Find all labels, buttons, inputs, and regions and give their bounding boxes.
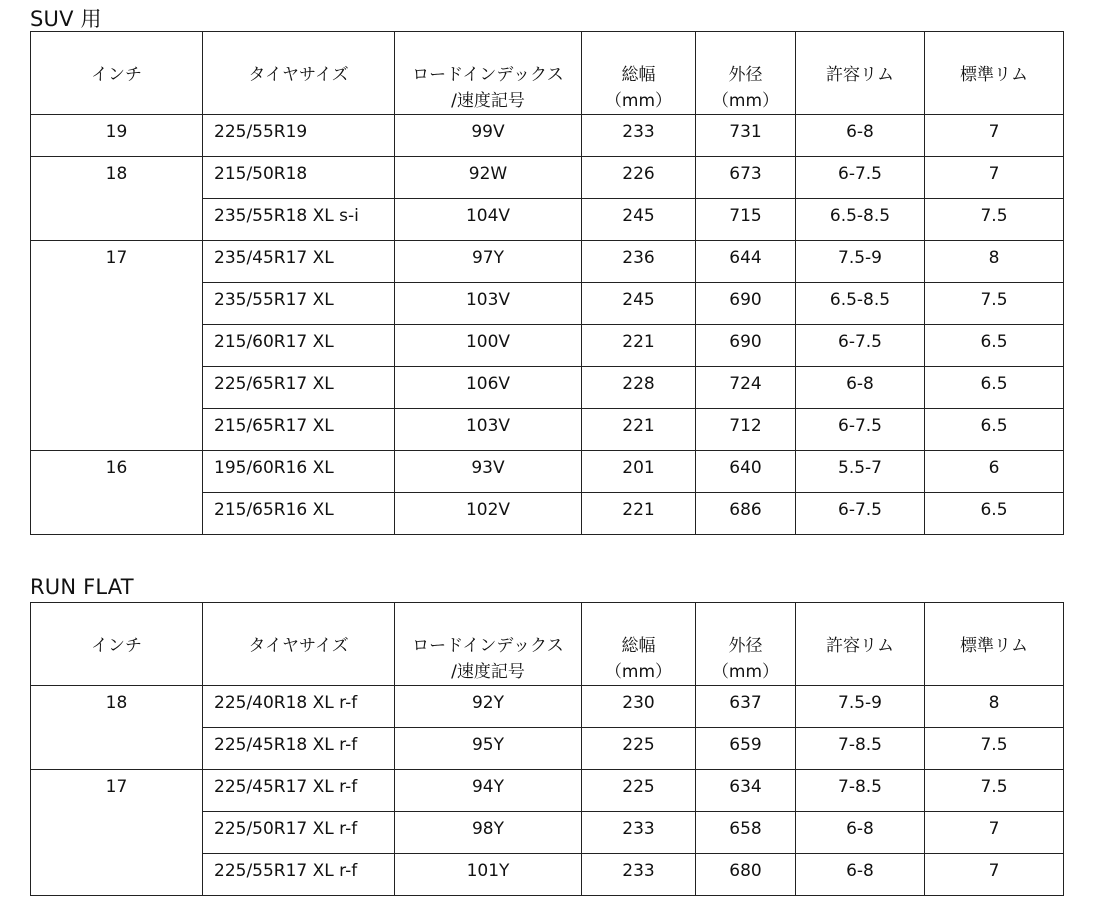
diameter-cell: 673 [696,157,796,199]
standard-rim-cell: 6 [925,451,1064,493]
standard-rim-cell: 7 [925,854,1064,896]
diameter-cell: 637 [696,686,796,728]
standard-rim-cell: 7 [925,157,1064,199]
tire-size-cell: 215/65R17 XL [203,409,395,451]
diameter-cell: 690 [696,283,796,325]
allowed-rim-cell: 6-7.5 [796,325,925,367]
suv-tire-table [30,31,1064,535]
tire-size-cell: 225/55R19 [203,115,395,157]
tire-size-cell: 225/45R17 XL r-f [203,770,395,812]
header-standard-rim: 標準リム [925,32,1064,115]
width-cell: 245 [582,283,696,325]
allowed-rim-cell: 6-8 [796,367,925,409]
tire-size-cell: 235/55R17 XL [203,283,395,325]
load-index-cell: 102V [395,493,582,535]
tire-size-cell: 225/45R18 XL r-f [203,728,395,770]
header-allowed-rim: 許容リム [796,603,925,686]
diameter-cell: 644 [696,241,796,283]
diameter-cell: 640 [696,451,796,493]
inch-cell: 19 [31,115,203,157]
allowed-rim-cell: 7.5-9 [796,686,925,728]
header-load-index: ロードインデックス /速度記号 [395,603,582,686]
load-index-cell: 103V [395,283,582,325]
allowed-rim-cell: 6-7.5 [796,493,925,535]
width-cell: 226 [582,157,696,199]
standard-rim-cell: 8 [925,241,1064,283]
width-cell: 225 [582,728,696,770]
allowed-rim-cell: 7-8.5 [796,728,925,770]
runflat-section-title: RUN FLAT [30,575,134,599]
header-load-index: ロードインデックス /速度記号 [395,32,582,115]
width-cell: 233 [582,115,696,157]
width-cell: 233 [582,854,696,896]
diameter-cell: 634 [696,770,796,812]
load-index-cell: 100V [395,325,582,367]
inch-cell: 16 [31,451,203,535]
standard-rim-cell: 8 [925,686,1064,728]
diameter-cell: 715 [696,199,796,241]
table-row [31,115,1064,157]
width-cell: 225 [582,770,696,812]
width-cell: 236 [582,241,696,283]
diameter-cell: 686 [696,493,796,535]
load-index-cell: 98Y [395,812,582,854]
allowed-rim-cell: 6.5-8.5 [796,283,925,325]
allowed-rim-cell: 6-7.5 [796,409,925,451]
runflat-tire-table [30,602,1064,896]
load-index-cell: 93V [395,451,582,493]
standard-rim-cell: 6.5 [925,493,1064,535]
standard-rim-cell: 6.5 [925,367,1064,409]
standard-rim-cell: 7 [925,115,1064,157]
load-index-cell: 97Y [395,241,582,283]
load-index-cell: 106V [395,367,582,409]
width-cell: 233 [582,812,696,854]
load-index-cell: 94Y [395,770,582,812]
inch-cell: 18 [31,157,203,241]
tire-size-cell: 215/65R16 XL [203,493,395,535]
header-total-width: 総幅 （mm） [582,32,696,115]
standard-rim-cell: 6.5 [925,325,1064,367]
diameter-cell: 712 [696,409,796,451]
tire-size-cell: 225/40R18 XL r-f [203,686,395,728]
allowed-rim-cell: 6-7.5 [796,157,925,199]
inch-cell: 17 [31,241,203,451]
allowed-rim-cell: 7.5-9 [796,241,925,283]
table-row [31,451,1064,493]
header-inch: インチ [31,603,203,686]
standard-rim-cell: 6.5 [925,409,1064,451]
header-inch: インチ [31,32,203,115]
standard-rim-cell: 7.5 [925,199,1064,241]
diameter-cell: 680 [696,854,796,896]
allowed-rim-cell: 7-8.5 [796,770,925,812]
header-standard-rim: 標準リム [925,603,1064,686]
header-tire-size: タイヤサイズ [203,32,395,115]
load-index-cell: 95Y [395,728,582,770]
header-tire-size: タイヤサイズ [203,603,395,686]
tire-size-cell: 225/65R17 XL [203,367,395,409]
header-total-width: 総幅 （mm） [582,603,696,686]
width-cell: 228 [582,367,696,409]
inch-cell: 17 [31,770,203,896]
table-header-row [31,32,1064,115]
tire-size-cell: 195/60R16 XL [203,451,395,493]
table-row [31,686,1064,728]
table-header-row [31,603,1064,686]
inch-cell: 18 [31,686,203,770]
tire-size-cell: 215/60R17 XL [203,325,395,367]
table-row [31,770,1064,812]
width-cell: 221 [582,325,696,367]
table-row [31,157,1064,199]
diameter-cell: 658 [696,812,796,854]
header-outer-diameter: 外径 （mm） [696,32,796,115]
width-cell: 245 [582,199,696,241]
diameter-cell: 724 [696,367,796,409]
tire-size-cell: 225/55R17 XL r-f [203,854,395,896]
tire-size-cell: 235/45R17 XL [203,241,395,283]
allowed-rim-cell: 5.5-7 [796,451,925,493]
table-row [31,241,1064,283]
load-index-cell: 103V [395,409,582,451]
load-index-cell: 92Y [395,686,582,728]
diameter-cell: 731 [696,115,796,157]
diameter-cell: 690 [696,325,796,367]
allowed-rim-cell: 6-8 [796,115,925,157]
allowed-rim-cell: 6-8 [796,854,925,896]
width-cell: 221 [582,493,696,535]
load-index-cell: 104V [395,199,582,241]
standard-rim-cell: 7.5 [925,283,1064,325]
diameter-cell: 659 [696,728,796,770]
header-allowed-rim: 許容リム [796,32,925,115]
load-index-cell: 92W [395,157,582,199]
header-outer-diameter: 外径 （mm） [696,603,796,686]
suv-section-title: SUV 用 [30,7,102,31]
standard-rim-cell: 7.5 [925,770,1064,812]
allowed-rim-cell: 6.5-8.5 [796,199,925,241]
width-cell: 221 [582,409,696,451]
width-cell: 201 [582,451,696,493]
tire-size-cell: 225/50R17 XL r-f [203,812,395,854]
standard-rim-cell: 7.5 [925,728,1064,770]
tire-size-cell: 235/55R18 XL s-i [203,199,395,241]
load-index-cell: 99V [395,115,582,157]
standard-rim-cell: 7 [925,812,1064,854]
width-cell: 230 [582,686,696,728]
load-index-cell: 101Y [395,854,582,896]
allowed-rim-cell: 6-8 [796,812,925,854]
tire-size-cell: 215/50R18 [203,157,395,199]
